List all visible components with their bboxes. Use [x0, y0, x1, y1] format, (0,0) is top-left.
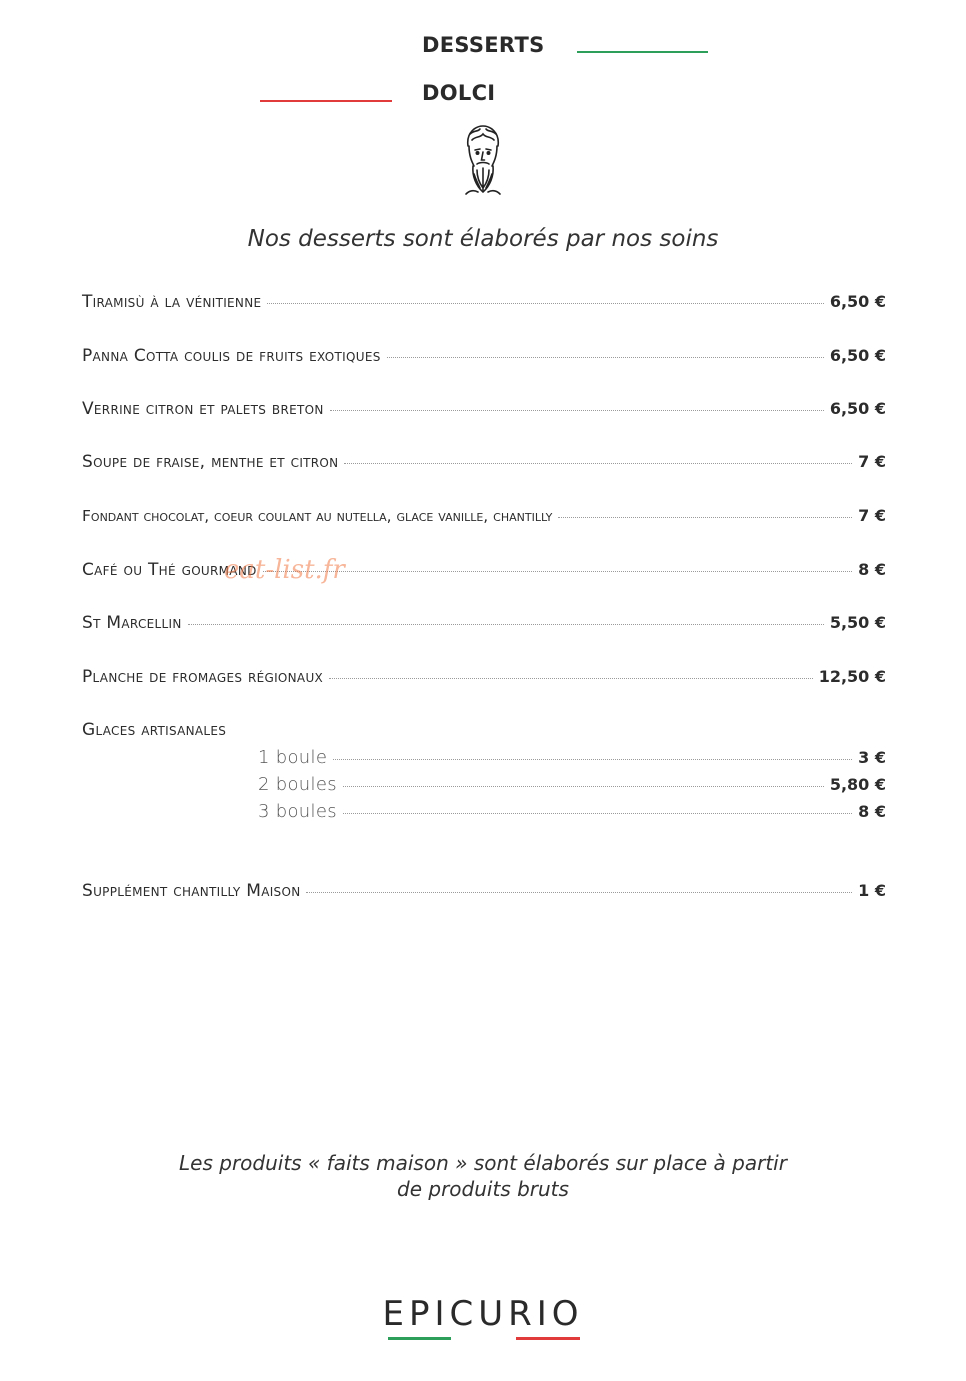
glace-option [258, 801, 886, 822]
menu-item-name: Verrine citron et palets breton [82, 399, 324, 419]
supplement-item [82, 881, 886, 901]
title-dolci: DOLCI [422, 81, 496, 105]
glace-option-name: 1 boule [258, 747, 328, 768]
glace-option-name: 3 boules [258, 801, 337, 822]
dot-leader [333, 759, 852, 760]
supplement-name: Supplément chantilly Maison [82, 881, 301, 901]
dot-leader [387, 357, 824, 358]
menu-item-price: 7 € [858, 506, 886, 525]
dot-leader [306, 892, 852, 893]
dot-leader [267, 303, 823, 304]
menu-item [82, 613, 886, 633]
brand-logo: EPICURIO [382, 1294, 584, 1334]
menu-item [82, 560, 886, 580]
glace-option-price: 3 € [858, 748, 886, 767]
bearded-philosopher-bust-icon [460, 124, 506, 196]
menu-item-price: 8 € [858, 560, 886, 579]
menu-item [82, 399, 886, 419]
red-rule [260, 100, 392, 102]
menu-item-name: Fondant chocolat, coeur coulant au nutella, glace vanille, chantilly [82, 507, 553, 525]
dot-leader [343, 786, 824, 787]
menu-item-price: 12,50 € [818, 667, 886, 686]
dot-leader [263, 571, 853, 572]
dot-leader [558, 517, 852, 518]
menu-subtitle: Nos desserts sont élaborés par nos soins [247, 226, 719, 252]
dot-leader [329, 678, 813, 679]
menu-item-name: St Marcellin [82, 613, 182, 633]
menu-item [82, 506, 886, 525]
menu-item-name: Planche de fromages régionaux [82, 667, 324, 687]
menu-item [82, 292, 886, 312]
glace-option [258, 747, 886, 768]
glace-option-price: 5,80 € [829, 775, 886, 794]
menu-item [82, 452, 886, 472]
glace-option-price: 8 € [858, 802, 886, 821]
footnote-line-1: Les produits « faits maison » sont élaborés sur place à partir [179, 1151, 787, 1175]
green-rule [577, 51, 708, 53]
menu-item [82, 346, 886, 366]
menu-item-price: 5,50 € [829, 613, 886, 632]
brand-red-underline [516, 1337, 580, 1340]
menu-item-name: Panna Cotta coulis de fruits exotiques [82, 346, 381, 366]
menu-item-name: Tiramisù à la vénitienne [82, 292, 262, 312]
title-desserts: DESSERTS [422, 33, 545, 57]
footnote-line-2: de produits bruts [397, 1177, 569, 1201]
menu-item-price: 6,50 € [829, 346, 886, 365]
glace-option [258, 774, 886, 795]
menu-item-price: 6,50 € [829, 292, 886, 311]
menu-item-price: 7 € [858, 452, 886, 471]
glaces-label: Glaces artisanales [82, 720, 227, 740]
menu-item-name: Café ou Thé gourmand [82, 560, 257, 580]
dot-leader [344, 463, 852, 464]
dot-leader [343, 813, 852, 814]
supplement-price: 1 € [858, 881, 886, 900]
dot-leader [188, 624, 824, 625]
dot-leader [330, 410, 824, 411]
menu-item [82, 667, 886, 687]
watermark: eat-list.fr [224, 555, 345, 585]
brand-green-underline [388, 1337, 451, 1340]
menu-item-name: Soupe de fraise, menthe et citron [82, 452, 339, 472]
menu-item-price: 6,50 € [829, 399, 886, 418]
glace-option-name: 2 boules [258, 774, 337, 795]
